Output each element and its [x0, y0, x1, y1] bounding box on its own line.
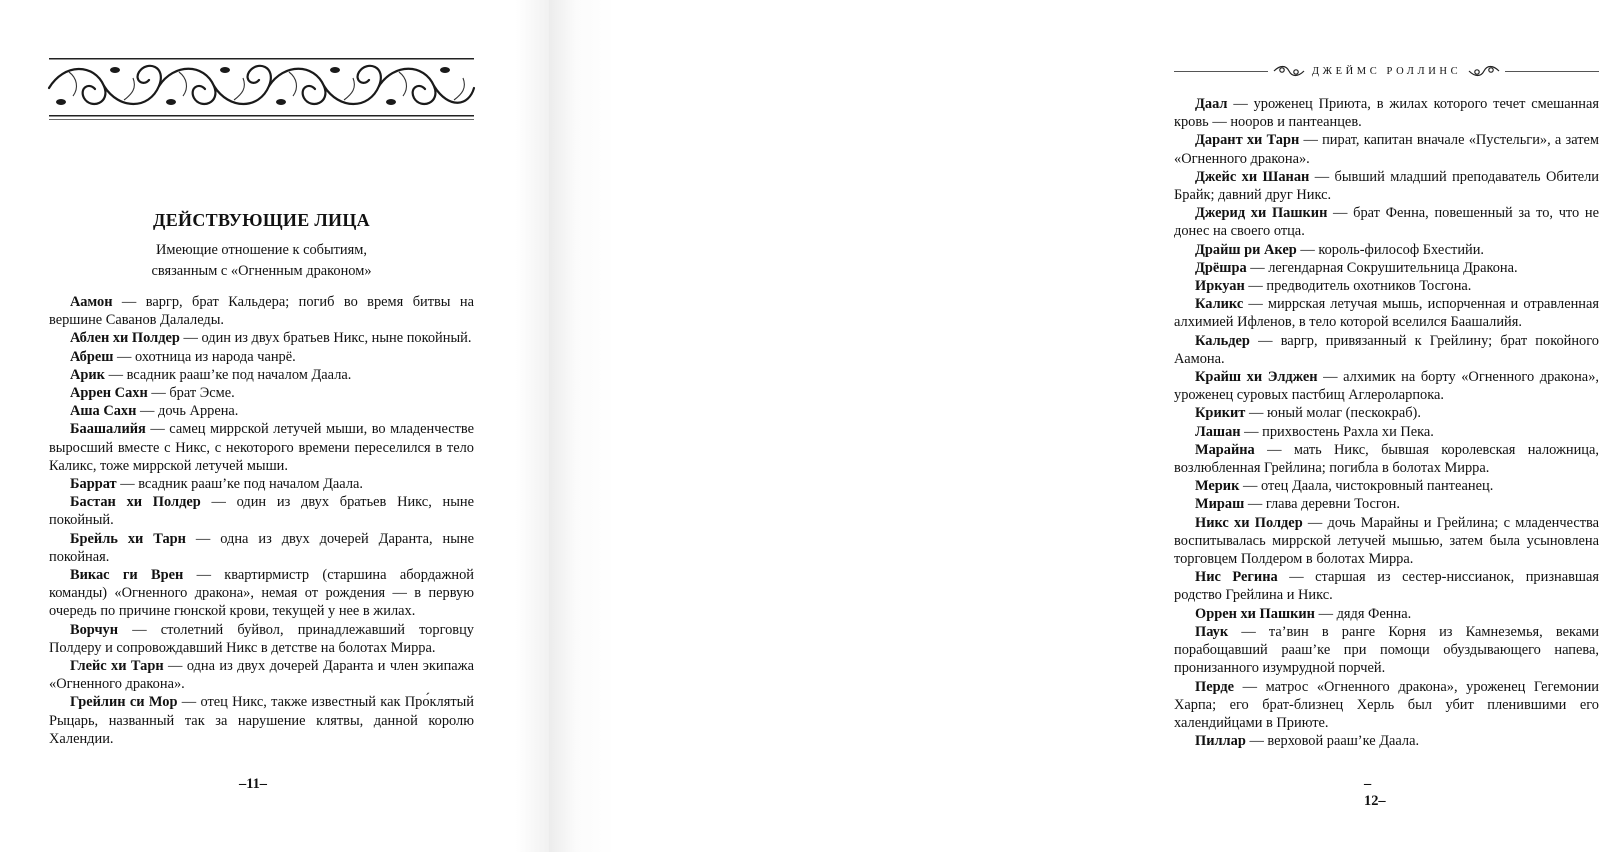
character-name: Ворчун — [70, 621, 119, 638]
character-description: — варгр, привязанный к Грейлину; брат покойного Аамона. — [1174, 332, 1599, 367]
character-description: — одна из двух дочерей Даранта и член экипажа «Огненного дракона». — [49, 658, 475, 693]
character-name: Лашан — [1195, 423, 1241, 440]
character-name: Бастан хи Полдер — [70, 494, 201, 511]
character-name: Мираш — [1195, 496, 1245, 513]
character-entry — [1174, 131, 1599, 167]
character-entry — [1174, 423, 1599, 441]
character-name: Баашалийя — [70, 421, 146, 438]
character-description: — столетний буйвол, принадлежавший торговцу Полдеру и сопровождавший Никс в детстве на болотах Мирра. — [49, 621, 474, 656]
page-title: ДЕЙСТВУЮЩИЕ ЛИЦА — [153, 210, 370, 230]
character-description: — миррская летучая мышь, испорченная и отравленная алхимией Ифленов, в тело которой вселился Баашалийя. — [1174, 296, 1599, 331]
character-name: Паук — [1195, 623, 1229, 640]
character-entry — [49, 693, 474, 748]
character-description: — один из двух братьев Никс, ныне покойный. — [179, 330, 472, 347]
character-description: — самец миррской летучей мыши, во младенчестве выросший вместе с Никс, с некоторого времени переселился в тело Каликс, тоже миррской летучей мыши. — [49, 421, 474, 474]
character-name: Нис Регина — [1195, 569, 1278, 586]
character-entry — [1174, 514, 1599, 569]
flourish-icon — [1272, 63, 1306, 79]
character-description: — бывший младший преподаватель Обители Брайк; давний друг Никс. — [1174, 168, 1599, 204]
character-entry — [49, 348, 474, 366]
character-entry — [1174, 368, 1599, 404]
character-entry — [1174, 277, 1599, 295]
character-list-left — [49, 293, 474, 748]
character-name: Даал — [1195, 96, 1228, 112]
character-entry — [49, 475, 474, 493]
character-description: — алхимик на борту «Огненного дракона», уроженец суровых пастбищ Аглероларпока. — [1174, 369, 1599, 404]
character-entry — [49, 566, 474, 621]
character-description: — пират, капитан вначале «Пустельги», а затем «Огненного дракона». — [1174, 132, 1599, 167]
character-entry — [1174, 623, 1599, 678]
character-name: Глейс хи Тарн — [70, 658, 164, 675]
character-description: — отец Даала, чистокровный пантеанец. — [1239, 478, 1494, 495]
character-entry — [1174, 241, 1599, 259]
subtitle-line-1: Имеющие отношение к событиям, — [156, 242, 367, 258]
character-name: Джейс хи Шанан — [1195, 168, 1310, 185]
page-subtitle — [49, 240, 474, 282]
character-name: Дарант хи Тарн — [1195, 132, 1300, 149]
character-entry — [1174, 168, 1599, 204]
character-description: — дочь Аррена. — [136, 403, 239, 420]
author-name: ДЖЕЙМС РОЛЛИНС — [1311, 65, 1462, 77]
character-name: Крайш хи Элджен — [1195, 369, 1318, 386]
character-entry — [1174, 495, 1599, 513]
character-description: — мать Никс, бывшая королевская наложница, возлюбленная Грейлина; погибла в болотах Мирра. — [1174, 441, 1599, 477]
scroll-ornament-icon — [49, 58, 474, 124]
character-entry — [49, 293, 474, 329]
character-description: — всадник рааш’ке под началом Даала. — [116, 476, 363, 493]
character-name: Арик — [70, 366, 105, 383]
character-name: Драйш ри Акер — [1195, 241, 1297, 258]
character-description: — дочь Марайны и Грейлина; с младенчества воспитывалась миррской летучей мышью, затем была усыновлена торговцем Полдером в болотах Мирра. — [1174, 514, 1599, 568]
character-description: — король-философ Бхестийи. — [1296, 241, 1485, 258]
character-description: — матрос «Огненного дракона», уроженец Гегемонии Харпа; его брат-близнец Херль был убит пленившими его халендийцами в Приюте. — [1174, 678, 1599, 731]
character-entry — [49, 657, 474, 693]
character-name: Каликс — [1195, 296, 1244, 313]
character-description: — глава деревни Тосгон. — [1244, 496, 1400, 513]
character-description: — охотница из народа чанрё. — [113, 348, 296, 365]
character-name: Аррен Сахн — [70, 385, 148, 402]
character-description: — варгр, брат Кальдера; погиб во время битвы на вершине Саванов Далаледы. — [49, 294, 474, 329]
character-name: Джерид хи Пашкин — [1195, 205, 1328, 222]
header-rule-right — [1505, 71, 1599, 72]
character-entry — [1174, 568, 1599, 604]
character-entry — [49, 384, 474, 402]
character-entry — [1174, 678, 1599, 733]
character-entry — [1174, 295, 1599, 331]
character-name: Крикит — [1195, 405, 1246, 422]
character-description: — легендарная Сокрушительница Дракона. — [1246, 259, 1518, 276]
left-page — [0, 0, 549, 852]
character-name: Аблен хи Полдер — [70, 330, 180, 347]
character-entry — [1174, 732, 1599, 750]
character-entry — [1174, 332, 1599, 368]
character-name: Грейлин си Мор — [70, 694, 178, 711]
character-description: — прихвостень Рахла хи Пека. — [1240, 423, 1434, 440]
character-name: Кальдер — [1195, 332, 1250, 349]
character-description: — одна из двух дочерей Даранта, ныне покойная. — [49, 530, 474, 565]
character-description: — отец Никс, также известный как Про́клятый Рыцарь, названный так за нарушение клятвы, данной королю Халендии. — [49, 694, 474, 747]
flourish-icon — [1467, 63, 1501, 79]
character-name: Аша Сахн — [70, 403, 137, 420]
character-description: — предводитель охотников Тосгона. — [1244, 278, 1472, 295]
character-description: — квартирмистр (старшина абордажной команды) «Огненного дракона», немая от рождения — в первую очередь по причине гюнской крови, текущей у нее в жилах. — [49, 567, 474, 620]
character-entry — [1174, 605, 1599, 623]
character-name: Баррат — [70, 476, 117, 493]
character-name: Иркуан — [1195, 278, 1245, 295]
character-description: — брат Эсме. — [147, 385, 235, 402]
character-name: Оррен хи Пашкин — [1195, 605, 1315, 622]
character-entry — [1174, 477, 1599, 495]
page-number-right: –12– — [1364, 776, 1386, 809]
character-name: Никс хи Полдер — [1195, 514, 1303, 531]
character-description: — всадник рааш’ке под началом Даала. — [104, 366, 352, 383]
character-name: Брейль хи Тарн — [70, 530, 186, 547]
character-entry — [49, 493, 474, 529]
character-description: — один из двух братьев Никс, ныне покойный. — [49, 494, 474, 529]
character-entry — [49, 420, 474, 475]
character-name: Перде — [1195, 678, 1235, 695]
page-number-left: –11– — [239, 776, 267, 792]
character-entry — [49, 329, 474, 347]
character-name: Аамон — [70, 294, 113, 310]
subtitle-line-2: связанным с «Огненным драконом» — [151, 263, 372, 279]
character-name: Марайна — [1195, 441, 1255, 458]
ornamental-header-band — [49, 58, 474, 124]
character-description: — та’вин в ранге Корня из Камнеземья, веками порабощавший рааш’ке при помощи обуздывающего напева, пронизанного изумрудной порчей. — [1174, 623, 1599, 677]
character-name: Викас ги Врен — [70, 567, 184, 584]
character-name: Абреш — [70, 348, 114, 365]
header-rule-left — [1174, 71, 1268, 72]
character-entry — [1174, 204, 1599, 240]
character-entry — [1174, 404, 1599, 422]
character-entry — [49, 621, 474, 657]
character-description: — старшая из сестер-ниссианок, признавшая родство Грейлина и Никс. — [1174, 569, 1599, 604]
character-entry — [1174, 441, 1599, 477]
character-entry — [49, 402, 474, 420]
character-list-right — [1174, 95, 1599, 750]
character-name: Пиллар — [1195, 733, 1246, 750]
character-name: Мерик — [1195, 478, 1240, 495]
character-entry — [49, 530, 474, 566]
character-description: — брат Фенна, повешенный за то, что не донес на своего отца. — [1174, 205, 1599, 240]
character-description: — дядя Фенна. — [1314, 605, 1412, 622]
character-description: — юный молаг (пескокраб). — [1245, 405, 1421, 422]
character-entry — [1174, 95, 1599, 131]
character-name: Дрёшра — [1195, 259, 1247, 276]
character-description: — уроженец Приюта, в жилах которого течет смешанная кровь — нооров и пантеанцев. — [1174, 96, 1599, 131]
running-head — [1174, 60, 1599, 82]
character-entry — [1174, 259, 1599, 277]
character-description: — верховой рааш’ке Даала. — [1245, 733, 1420, 750]
character-entry — [49, 366, 474, 384]
right-page — [549, 0, 1599, 852]
